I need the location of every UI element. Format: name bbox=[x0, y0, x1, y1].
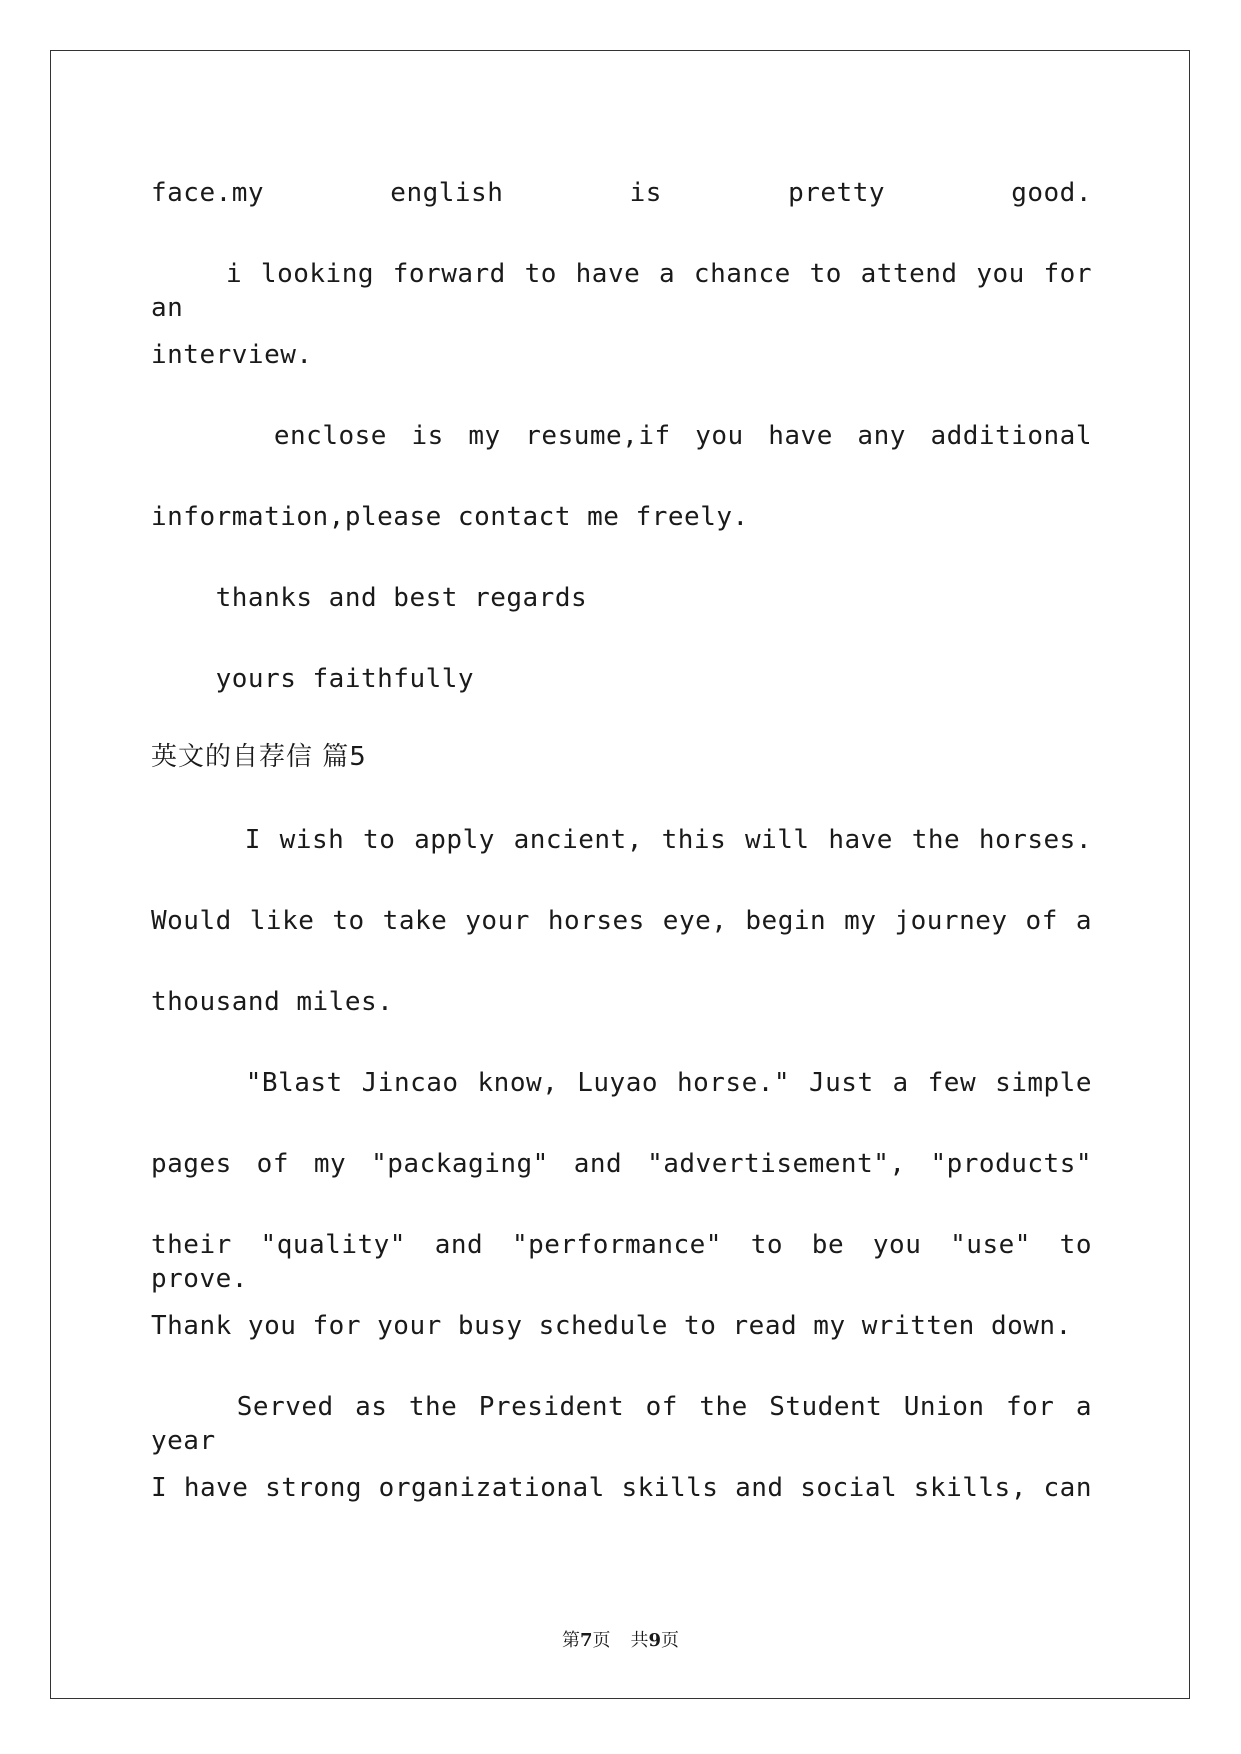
footer-total-unit: 页 bbox=[661, 1630, 680, 1651]
text-line: I have strong organizational skills and social skills, can bbox=[151, 1473, 1092, 1503]
text-line: Served as the President of the Student Union for a year bbox=[151, 1392, 1092, 1456]
footer-page-number: 7 bbox=[579, 1630, 593, 1651]
text-line: Would like to take your horses eye, begin my journey of a bbox=[151, 906, 1092, 936]
text-line: i looking forward to have a chance to attend you for an bbox=[151, 259, 1092, 323]
page-footer bbox=[0, 1626, 1241, 1652]
text-line: interview. bbox=[151, 340, 313, 370]
section-heading: 英文的自荐信 篇5 bbox=[151, 742, 367, 772]
footer-total-pages: 9 bbox=[648, 1630, 662, 1651]
footer-total-prefix: 共 bbox=[630, 1630, 649, 1651]
text-line: Thank you for your busy schedule to read my written down. bbox=[151, 1311, 1072, 1341]
text-line: their "quality" and "performance" to be you "use" to prove. bbox=[151, 1230, 1092, 1294]
text-line: yours faithfully bbox=[151, 664, 475, 694]
footer-page-unit: 页 bbox=[592, 1630, 611, 1651]
footer-prefix: 第 bbox=[561, 1630, 580, 1651]
text-line: pages of my "packaging" and "advertisement", "products" bbox=[151, 1149, 1092, 1179]
text-line: enclose is my resume,if you have any additional bbox=[151, 421, 1092, 451]
text-line: thanks and best regards bbox=[151, 583, 588, 613]
text-line: I wish to apply ancient, this will have the horses. bbox=[151, 825, 1092, 855]
text-line: "Blast Jincao know, Luyao horse." Just a few simple bbox=[151, 1068, 1092, 1098]
text-line: information,please contact me freely. bbox=[151, 502, 749, 532]
text-line: face.my english is pretty good. bbox=[151, 178, 1092, 208]
text-line: thousand miles. bbox=[151, 987, 394, 1017]
